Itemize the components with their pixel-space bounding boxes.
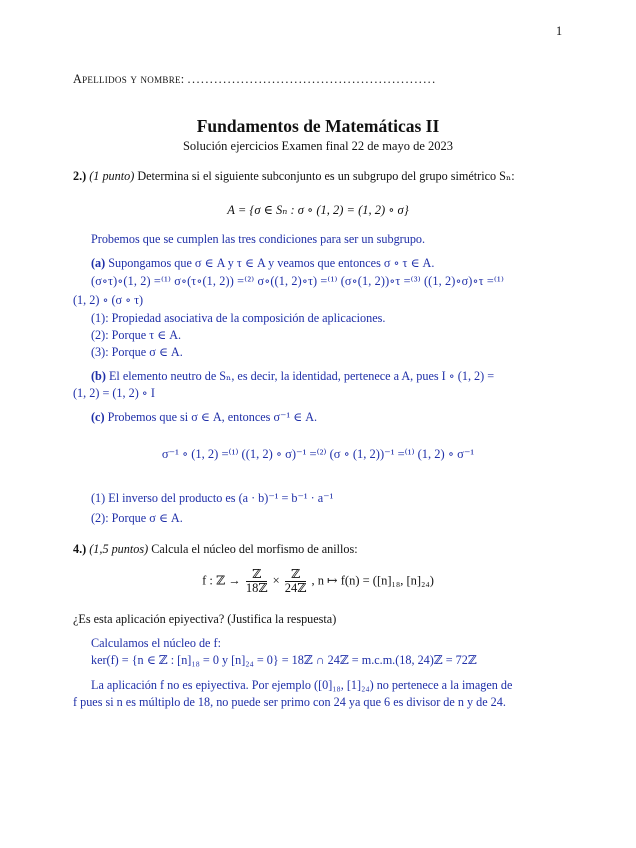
q2a-label: (a) (91, 256, 106, 270)
q4-frac1-num: ℤ (246, 568, 268, 582)
q4-statement: Calcula el núcleo del morfismo de anillos: (151, 542, 358, 556)
q4-number: 4.) (73, 542, 87, 556)
q2-number: 2.) (73, 169, 87, 183)
q2b-label: (b) (91, 369, 106, 383)
name-field-line (73, 72, 437, 87)
q2c-note-2: (2): Porque σ ∈ A. (91, 511, 183, 525)
q4-fraction-2 (285, 568, 307, 595)
q2a-note-1: (1): Propiedad asociativa de la composición de aplicaciones. (91, 311, 386, 325)
q4-points: (1,5 puntos) (89, 542, 149, 556)
q2c-label: (c) (91, 410, 105, 424)
q2b-text-cont: (1, 2) = (1, 2) ∘ I (73, 386, 155, 400)
q4-answer-3: La aplicación f no es epiyectiva. Por ejemplo ([0]₁₈, [1]₂₄) no pertenece a la imagen de (91, 678, 513, 692)
page-number: 1 (556, 24, 563, 38)
q4-times: × (272, 573, 280, 588)
q2-statement: Determina si el siguiente subconjunto es un subgrupo del grupo simétrico Sₙ: (137, 169, 515, 183)
q4-statement-line (73, 542, 358, 557)
page-subtitle: Solución ejercicios Examen final 22 de mayo de 2023 (182, 139, 454, 153)
q2-set-definition: A = {σ ∈ Sₙ : σ ∘ (1, 2) = (1, 2) ∘ σ} (227, 203, 409, 217)
name-dots: ........................................................ (187, 72, 437, 86)
q2c-equation: σ⁻¹ ∘ (1, 2) =⁽¹⁾ ((1, 2) ∘ σ)⁻¹ =⁽²⁾ (σ ∘ (1, 2))⁻¹ =⁽¹⁾ (1, 2) ∘ σ⁻¹ (161, 447, 475, 461)
q2a-chain-2: (1, 2) ∘ (σ ∘ τ) (73, 293, 144, 307)
q4-frac1-den: 18ℤ (245, 581, 268, 595)
q2b-line (91, 369, 494, 384)
q2-points: (1 punto) (89, 169, 135, 183)
page-title: Fundamentos de Matemáticas II (196, 116, 440, 136)
q2c-line (91, 410, 317, 425)
name-label: Apellidos y nombre: (73, 72, 185, 86)
q4-answer-2: ker(f) = {n ∈ ℤ : [n]₁₈ = 0 y [n]₂₄ = 0} = 18ℤ ∩ 24ℤ = m.c.m.(18, 24)ℤ = 72ℤ (91, 653, 477, 667)
q2-intro: Probemos que se cumplen las tres condiciones para ser un subgrupo. (91, 232, 426, 246)
q4-map-f: f : ℤ → (202, 573, 241, 588)
q2a-chain-1: (σ∘τ)∘(1, 2) =⁽¹⁾ σ∘(τ∘(1, 2)) =⁽²⁾ σ∘((1, 2)∘τ) =⁽¹⁾ (σ∘(1, 2))∘τ =⁽³⁾ ((1, 2)∘σ)∘τ =⁽¹⁾ (91, 274, 505, 288)
q2a-text: Supongamos que σ ∈ A y τ ∈ A y veamos que entonces σ ∘ τ ∈ A. (108, 256, 435, 270)
q4-frac2-num: ℤ (285, 568, 307, 582)
q2b-text: El elemento neutro de Sₙ, es decir, la identidad, pertenece a A, pues I ∘ (1, 2) = (108, 369, 495, 383)
q4-map-definition (0, 568, 636, 595)
q4-answer-1: Calculamos el núcleo de f: (91, 636, 221, 650)
q4-frac2-den: 24ℤ (284, 581, 307, 595)
q2a-note-3: (3): Porque σ ∈ A. (91, 345, 183, 359)
q2-statement-line (73, 169, 515, 184)
q4-answer-4: f pues si n es múltiplo de 18, no puede ser primo con 24 ya que 6 es divisor de n y de 24. (73, 695, 506, 709)
q4-map-rule: , n ↦ f(n) = ([n]₁₈, [n]₂₄) (311, 573, 434, 588)
q2a-line (91, 256, 434, 271)
q4-question: ¿Es esta aplicación epiyectiva? (Justifica la respuesta) (73, 612, 337, 626)
q2a-note-2: (2): Porque τ ∈ A. (91, 328, 182, 342)
q2c-note-1: (1) El inverso del producto es (a · b)⁻¹ = b⁻¹ · a⁻¹ (91, 491, 334, 505)
q4-fraction-1 (246, 568, 268, 595)
q2c-text: Probemos que si σ ∈ A, entonces σ⁻¹ ∈ A. (107, 410, 318, 424)
